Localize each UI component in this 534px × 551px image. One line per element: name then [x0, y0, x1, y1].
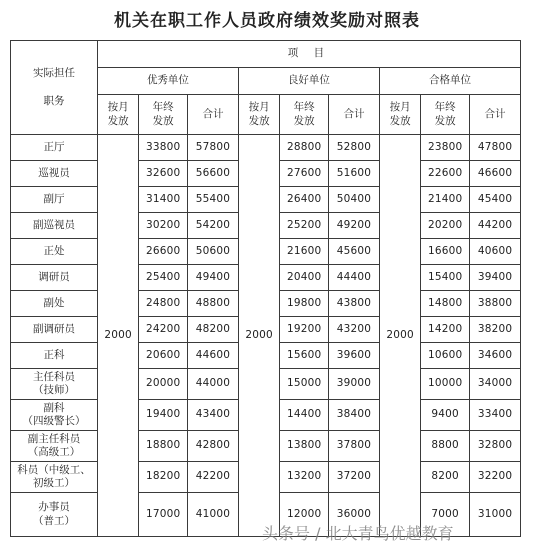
total-cell-pass: 34000: [470, 369, 521, 400]
yearend-cell-good: 26400: [280, 187, 329, 213]
subheader-monthly-pass-line1: 按月: [389, 101, 411, 114]
total-cell-pass: 39400: [470, 265, 521, 291]
position-cell: [11, 462, 98, 493]
total-cell-pass: 40600: [470, 239, 521, 265]
watermark-text: 头条号 / 北大青鸟优越教育: [262, 524, 454, 543]
total-cell-pass: 38800: [470, 291, 521, 317]
subheader-total-good-line1: 合计: [343, 107, 365, 120]
yearend-cell-good: 13800: [280, 431, 329, 462]
subheader-yearend-pass-line2: 发放: [434, 114, 456, 127]
position-header-line1: 实际担任: [32, 67, 75, 80]
yearend-cell-excellent: 32600: [139, 161, 188, 187]
total-cell-excellent: 41000: [188, 493, 239, 537]
total-cell-pass: 32200: [470, 462, 521, 493]
position-cell: [11, 317, 98, 343]
position-label: 巡视员: [38, 166, 70, 179]
subheader-monthly-good: [238, 95, 279, 135]
total-cell-good: 37200: [329, 462, 380, 493]
total-cell-pass: 44200: [470, 213, 521, 239]
yearend-cell-pass: 16600: [421, 239, 470, 265]
position-label: 正科: [43, 348, 65, 361]
position-label: 副主任科员: [27, 432, 81, 445]
total-cell-pass: 47800: [470, 135, 521, 161]
yearend-cell-pass: 21400: [421, 187, 470, 213]
position-cell: [11, 431, 98, 462]
total-cell-good: 43800: [329, 291, 380, 317]
total-cell-excellent: 56600: [188, 161, 239, 187]
total-cell-excellent: 50600: [188, 239, 239, 265]
yearend-cell-good: 15600: [280, 343, 329, 369]
yearend-cell-good: 19800: [280, 291, 329, 317]
yearend-cell-good: 20400: [280, 265, 329, 291]
position-cell: [11, 135, 98, 161]
yearend-cell-excellent: 17000: [139, 493, 188, 537]
position-header: [11, 41, 98, 135]
total-cell-excellent: 42800: [188, 431, 239, 462]
yearend-cell-good: 12000: [280, 493, 329, 537]
yearend-cell-excellent: 24200: [139, 317, 188, 343]
total-cell-good: 45600: [329, 239, 380, 265]
monthly-cell-good: 2000: [238, 135, 279, 537]
subheader-yearend-pass-line1: 年终: [434, 101, 456, 114]
position-cell: [11, 291, 98, 317]
subheader-yearend-good-line2: 发放: [293, 114, 315, 127]
yearend-cell-pass: 8200: [421, 462, 470, 493]
total-cell-excellent: 42200: [188, 462, 239, 493]
subheader-yearend-excellent-line1: 年终: [152, 101, 174, 114]
subheader-monthly-good-line2: 发放: [248, 114, 270, 127]
subheader-yearend-excellent-line2: 发放: [152, 114, 174, 127]
position-cell: [11, 400, 98, 431]
subheader-monthly-good-line1: 按月: [248, 101, 270, 114]
total-cell-excellent: 43400: [188, 400, 239, 431]
total-cell-good: 44400: [329, 265, 380, 291]
position-label: 副调研员: [32, 322, 75, 335]
position-cell: [11, 187, 98, 213]
total-cell-pass: 34600: [470, 343, 521, 369]
position-cell: [11, 239, 98, 265]
position-cell: [11, 161, 98, 187]
total-cell-good: 51600: [329, 161, 380, 187]
total-cell-good: 39000: [329, 369, 380, 400]
yearend-cell-pass: 22600: [421, 161, 470, 187]
yearend-cell-excellent: 19400: [139, 400, 188, 431]
total-cell-pass: 33400: [470, 400, 521, 431]
yearend-cell-good: 15000: [280, 369, 329, 400]
yearend-cell-excellent: 20000: [139, 369, 188, 400]
monthly-cell-pass: 2000: [379, 135, 420, 537]
group-header-excellent: 优秀单位: [97, 68, 238, 95]
yearend-cell-good: 19200: [280, 317, 329, 343]
yearend-cell-pass: 9400: [421, 400, 470, 431]
total-cell-excellent: 54200: [188, 213, 239, 239]
position-label: 副科: [43, 401, 65, 414]
group-header-good: 良好单位: [238, 68, 379, 95]
yearend-cell-excellent: 18800: [139, 431, 188, 462]
yearend-cell-pass: 20200: [421, 213, 470, 239]
total-cell-excellent: 48200: [188, 317, 239, 343]
position-label: 调研员: [38, 270, 70, 283]
position-label: 办事员: [38, 501, 70, 514]
yearend-cell-excellent: 20600: [139, 343, 188, 369]
monthly-cell-excellent: 2000: [97, 135, 138, 537]
subheader-total-excellent: [188, 95, 239, 135]
yearend-cell-pass: 23800: [421, 135, 470, 161]
position-label: 副巡视员: [32, 218, 75, 231]
position-cell: [11, 213, 98, 239]
position-label: （普工）: [32, 514, 75, 527]
table-row: [11, 135, 521, 161]
total-cell-pass: 32800: [470, 431, 521, 462]
total-cell-good: 43200: [329, 317, 380, 343]
total-cell-good: 39600: [329, 343, 380, 369]
yearend-cell-good: 13200: [280, 462, 329, 493]
subheader-monthly-excellent-line1: 按月: [107, 101, 129, 114]
yearend-cell-excellent: 25400: [139, 265, 188, 291]
yearend-cell-good: 27600: [280, 161, 329, 187]
position-cell: [11, 493, 98, 537]
position-label: （技师）: [32, 384, 75, 396]
yearend-cell-good: 28800: [280, 135, 329, 161]
position-header-line2: 职务: [43, 94, 65, 107]
position-cell: [11, 343, 98, 369]
total-cell-good: 36000: [329, 493, 380, 537]
yearend-cell-excellent: 33800: [139, 135, 188, 161]
yearend-cell-pass: 14200: [421, 317, 470, 343]
position-cell: [11, 369, 98, 400]
yearend-cell-excellent: 24800: [139, 291, 188, 317]
total-cell-excellent: 55400: [188, 187, 239, 213]
total-cell-good: 38400: [329, 400, 380, 431]
yearend-cell-pass: 10600: [421, 343, 470, 369]
total-cell-excellent: 44600: [188, 343, 239, 369]
total-cell-excellent: 49400: [188, 265, 239, 291]
group-header-pass: 合格单位: [379, 68, 520, 95]
subheader-monthly-excellent-line2: 发放: [107, 114, 129, 127]
yearend-cell-pass: 7000: [421, 493, 470, 537]
position-label: 科员（中级工、: [17, 463, 91, 476]
subheader-total-good: [329, 95, 380, 135]
position-label: （四级警长）: [22, 415, 86, 427]
position-label: 副厅: [43, 192, 65, 205]
position-cell: [11, 265, 98, 291]
subheader-monthly-excellent: [97, 95, 138, 135]
total-cell-excellent: 57800: [188, 135, 239, 161]
total-cell-pass: 38200: [470, 317, 521, 343]
yearend-cell-good: 14400: [280, 400, 329, 431]
position-label: 主任科员: [32, 370, 75, 383]
yearend-cell-pass: 14800: [421, 291, 470, 317]
total-cell-pass: 46600: [470, 161, 521, 187]
subheader-yearend-good-line1: 年终: [293, 101, 315, 114]
position-label: 正厅: [43, 140, 65, 153]
table-title: 机关在职工作人员政府绩效奖励对照表: [114, 11, 420, 31]
subheader-yearend-good: [280, 95, 329, 135]
subheader-monthly-pass: [379, 95, 420, 135]
subheader-monthly-pass-line2: 发放: [389, 114, 411, 127]
yearend-cell-good: 25200: [280, 213, 329, 239]
yearend-cell-pass: 15400: [421, 265, 470, 291]
subheader-total-pass-line1: 合计: [484, 107, 506, 120]
yearend-cell-pass: 8800: [421, 431, 470, 462]
yearend-cell-pass: 10000: [421, 369, 470, 400]
total-cell-pass: 31000: [470, 493, 521, 537]
yearend-cell-good: 21600: [280, 239, 329, 265]
yearend-cell-excellent: 18200: [139, 462, 188, 493]
yearend-cell-excellent: 26600: [139, 239, 188, 265]
position-label: 正处: [43, 244, 65, 257]
position-label: （高级工）: [27, 446, 81, 458]
total-cell-good: 50400: [329, 187, 380, 213]
total-cell-good: 49200: [329, 213, 380, 239]
position-label: 副处: [43, 296, 65, 309]
yearend-cell-excellent: 30200: [139, 213, 188, 239]
total-cell-good: 37800: [329, 431, 380, 462]
total-cell-excellent: 48800: [188, 291, 239, 317]
subheader-total-pass: [470, 95, 521, 135]
subheader-yearend-pass: [421, 95, 470, 135]
position-label: 初级工）: [32, 477, 75, 489]
project-header: 项 目: [97, 41, 520, 68]
subheader-yearend-excellent: [139, 95, 188, 135]
total-cell-excellent: 44000: [188, 369, 239, 400]
total-cell-good: 52800: [329, 135, 380, 161]
subheader-total-excellent-line1: 合计: [202, 107, 224, 120]
bonus-comparison-table: [10, 40, 521, 537]
yearend-cell-excellent: 31400: [139, 187, 188, 213]
total-cell-pass: 45400: [470, 187, 521, 213]
